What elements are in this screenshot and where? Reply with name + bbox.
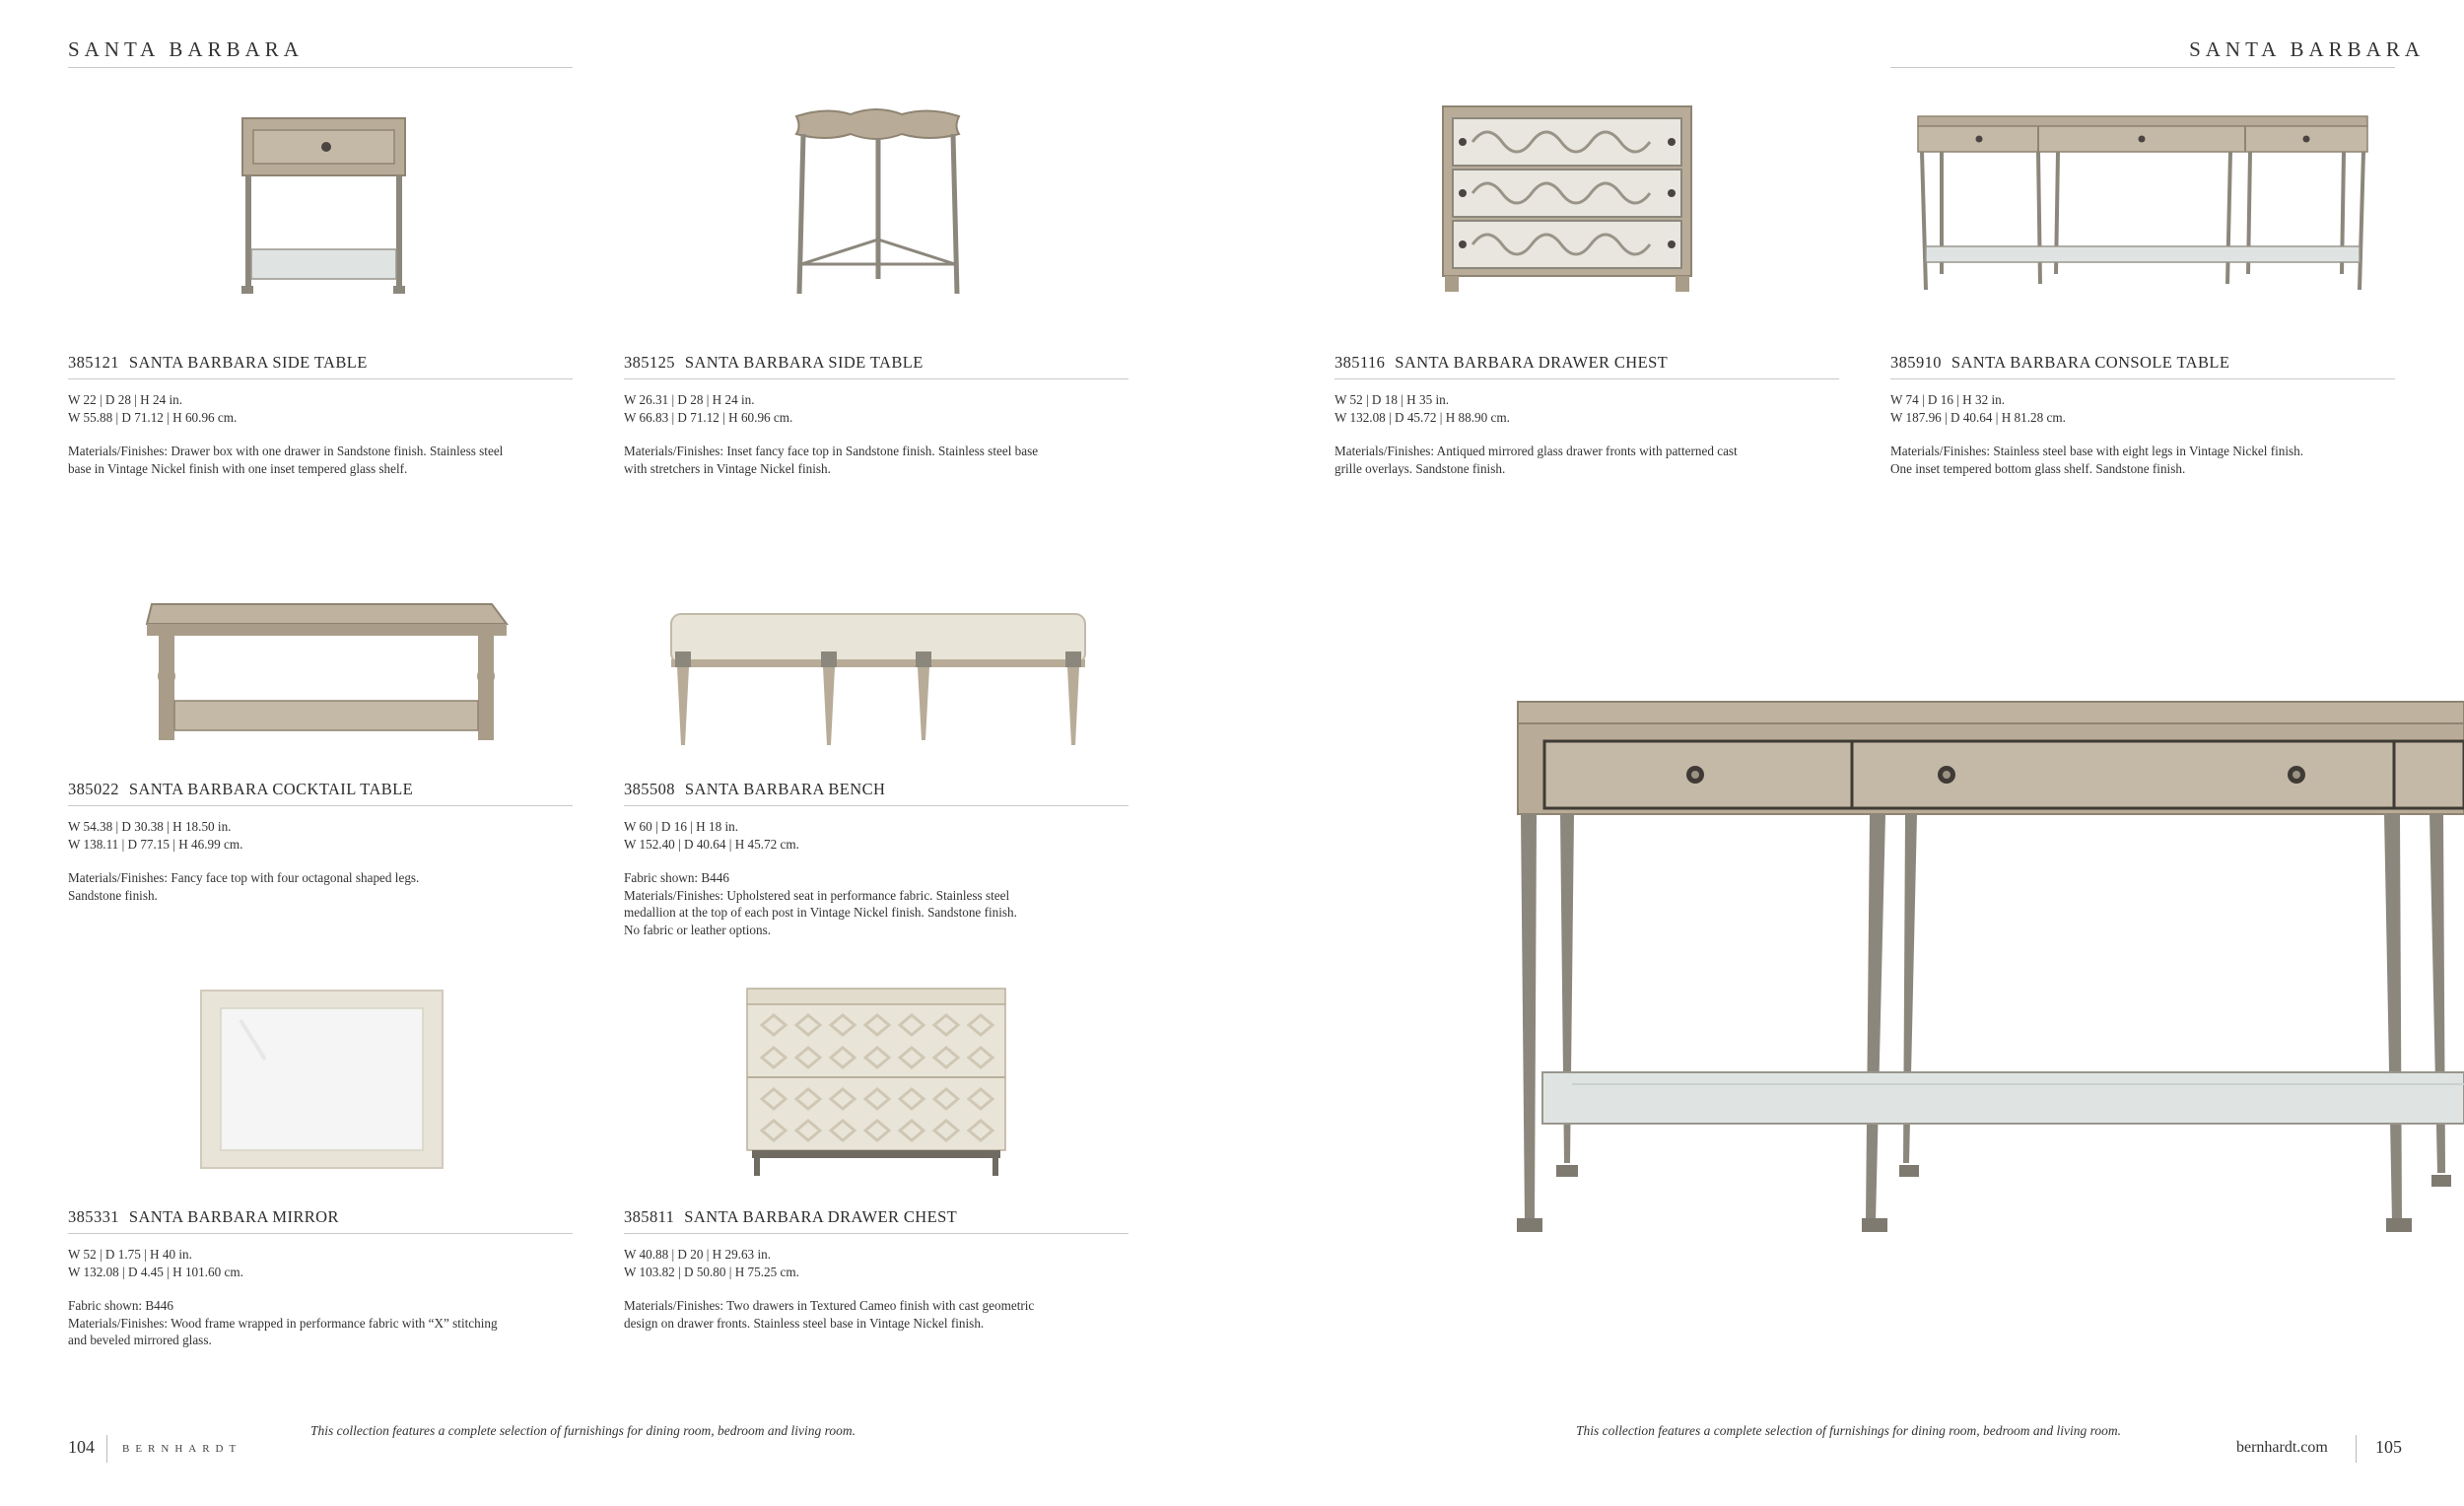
product-385022[interactable] — [68, 780, 573, 904]
product-sku: 385125 — [624, 353, 675, 372]
dims-cm: W 152.40 | D 40.64 | H 45.72 cm. — [624, 836, 799, 852]
dims-inches: W 74 | D 16 | H 32 in. — [1890, 392, 2006, 407]
dims-cm: W 132.08 | D 45.72 | H 88.90 cm. — [1335, 409, 1510, 425]
console-table-small-image — [1890, 97, 2395, 294]
dims-cm: W 132.08 | D 4.45 | H 101.60 cm. — [68, 1264, 243, 1279]
product-title — [68, 1207, 573, 1234]
product-385125[interactable] — [624, 353, 1129, 477]
dims-cm: W 55.88 | D 71.12 | H 60.96 cm. — [68, 409, 238, 425]
product-name: SANTA BARBARA COCKTAIL TABLE — [128, 780, 414, 798]
website-link[interactable]: bernhardt.com — [2236, 1439, 2328, 1456]
bench-image — [624, 602, 1129, 750]
product-name: SANTA BARBARA MIRROR — [128, 1207, 339, 1226]
product-385910[interactable] — [1890, 353, 2395, 477]
product-385121[interactable] — [68, 353, 573, 477]
product-name: SANTA BARBARA SIDE TABLE — [128, 353, 368, 372]
product-photo[interactable] — [624, 97, 1129, 294]
side-table-drawer-image — [68, 97, 573, 294]
dims-cm: W 103.82 | D 50.80 | H 75.25 cm. — [624, 1264, 799, 1279]
product-name: SANTA BARBARA BENCH — [684, 780, 886, 798]
left-page-header: SANTA BARBARA — [68, 37, 304, 61]
product-name: SANTA BARBARA CONSOLE TABLE — [1951, 353, 2230, 372]
product-385811[interactable] — [624, 1207, 1129, 1332]
drawer-chest-cameo-image — [624, 981, 1129, 1178]
left-page-number: 104 — [68, 1437, 95, 1457]
product-title — [68, 780, 573, 806]
product-sku: 385116 — [1335, 353, 1386, 372]
footer-separator — [106, 1435, 107, 1463]
product-notes: Materials/Finishes: Inset fancy face top in Sandstone finish. Stainless steel base with stretchers in Vintage Nickel finish. — [624, 444, 1039, 476]
dims-cm: W 187.96 | D 40.64 | H 81.28 cm. — [1890, 409, 2066, 425]
hero-console-table-image[interactable] — [1513, 690, 2464, 1242]
product-dimensions — [1890, 391, 2395, 426]
product-title — [624, 353, 1129, 379]
product-photo[interactable] — [624, 981, 1129, 1178]
product-dimensions — [624, 818, 1129, 853]
product-dimensions — [68, 391, 573, 426]
product-photo[interactable] — [624, 602, 1129, 750]
product-notes: Fabric shown: B446 Materials/Finishes: Upholstered seat in performance fabric. Stainless steel medallion at the top of each post in Vintage Nickel finish. Sandstone finish. No fabric or leather options. — [624, 870, 1017, 937]
product-notes: Materials/Finishes: Two drawers in Textured Cameo finish with cast geometric design on drawer fronts. Stainless steel base in Vintage Nickel finish. — [624, 1298, 1035, 1331]
product-385331[interactable] — [68, 1207, 573, 1349]
product-name: SANTA BARBARA SIDE TABLE — [684, 353, 924, 372]
product-dimensions — [1335, 391, 1839, 426]
product-notes: Materials/Finishes: Fancy face top with four octagonal shaped legs. Sandstone finish. — [68, 870, 420, 903]
product-sku: 385331 — [68, 1207, 119, 1226]
dims-inches: W 26.31 | D 28 | H 24 in. — [624, 392, 755, 407]
product-photo[interactable] — [1335, 97, 1839, 294]
console-table-large-image — [1513, 690, 2464, 1242]
left-header-rule — [68, 67, 573, 68]
dims-cm: W 66.83 | D 71.12 | H 60.96 cm. — [624, 409, 793, 425]
dims-inches: W 40.88 | D 20 | H 29.63 in. — [624, 1247, 771, 1262]
product-notes: Materials/Finishes: Drawer box with one drawer in Sandstone finish. Stainless steel base in Vintage Nickel finish with one inset tempered glass shelf. — [68, 444, 504, 476]
dims-cm: W 138.11 | D 77.15 | H 46.99 cm. — [68, 836, 243, 852]
cocktail-table-image — [68, 582, 573, 750]
dims-inches: W 60 | D 16 | H 18 in. — [624, 819, 739, 834]
right-header-rule — [1890, 67, 2395, 68]
footer-separator — [2356, 1435, 2357, 1463]
product-dimensions — [624, 391, 1129, 426]
side-table-quatrefoil-image — [624, 97, 1129, 294]
product-sku: 385022 — [68, 780, 119, 798]
product-title — [1335, 353, 1839, 379]
right-page-header: SANTA BARBARA — [2189, 37, 2425, 61]
product-notes: Materials/Finishes: Antiqued mirrored glass drawer fronts with patterned cast grille overlays. Sandstone finish. — [1335, 444, 1738, 476]
product-dimensions — [624, 1246, 1129, 1280]
product-photo[interactable] — [68, 582, 573, 750]
product-385508[interactable] — [624, 780, 1129, 938]
product-sku: 385508 — [624, 780, 675, 798]
product-title — [1890, 353, 2395, 379]
product-photo[interactable] — [68, 981, 573, 1178]
product-photo[interactable] — [68, 97, 573, 294]
product-photo[interactable] — [1890, 97, 2395, 294]
right-page-number: 105 — [2375, 1437, 2402, 1457]
product-sku: 385121 — [68, 353, 119, 372]
dims-inches: W 52 | D 18 | H 35 in. — [1335, 392, 1450, 407]
mirrored-drawer-chest-image — [1335, 97, 1839, 294]
product-sku: 385910 — [1890, 353, 1942, 372]
product-sku: 385811 — [624, 1207, 675, 1226]
product-title — [624, 1207, 1129, 1234]
right-footer-note: This collection features a complete selection of furnishings for dining room, bedroom and living room. — [1576, 1423, 2121, 1438]
product-title — [624, 780, 1129, 806]
product-title — [68, 353, 573, 379]
product-name: SANTA BARBARA DRAWER CHEST — [1395, 353, 1669, 372]
product-dimensions — [68, 818, 573, 853]
left-footer-note: This collection features a complete selection of furnishings for dining room, bedroom and living room. — [310, 1423, 856, 1438]
mirror-image — [68, 981, 573, 1178]
brand-wordmark: BERNHARDT — [122, 1443, 242, 1455]
product-notes: Materials/Finishes: Stainless steel base with eight legs in Vintage Nickel finish. One inset tempered bottom glass shelf. Sandstone finish. — [1890, 444, 2304, 476]
dims-inches: W 54.38 | D 30.38 | H 18.50 in. — [68, 819, 232, 834]
product-notes: Fabric shown: B446 Materials/Finishes: Wood frame wrapped in performance fabric with “X” stitching and beveled mirrored glass. — [68, 1298, 498, 1347]
dims-inches: W 52 | D 1.75 | H 40 in. — [68, 1247, 192, 1262]
product-name: SANTA BARBARA DRAWER CHEST — [684, 1207, 958, 1226]
dims-inches: W 22 | D 28 | H 24 in. — [68, 392, 183, 407]
product-385116[interactable] — [1335, 353, 1839, 477]
product-dimensions — [68, 1246, 573, 1280]
